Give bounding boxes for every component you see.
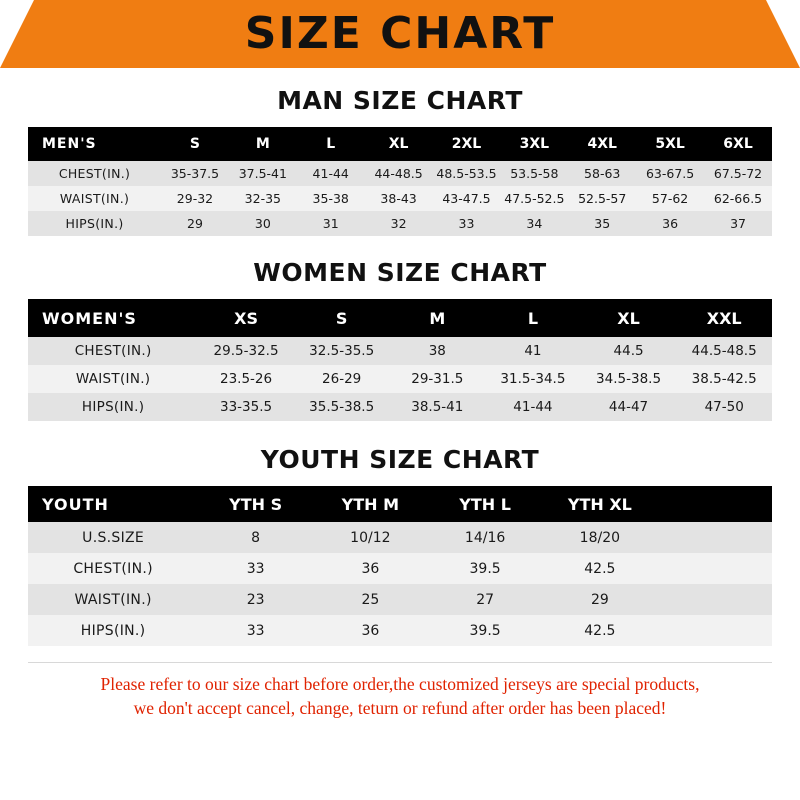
women-chest-xl: 44.5: [581, 337, 677, 365]
men-waist-s: 29-32: [161, 186, 229, 211]
men-header-6xl: 6XL: [704, 127, 772, 161]
women-waist-xl: 34.5-38.5: [581, 365, 677, 393]
men-waist-5xl: 57-62: [636, 186, 704, 211]
men-chest-3xl: 53.5-58: [500, 161, 568, 186]
women-header-s: S: [294, 299, 390, 337]
table-row: [28, 337, 772, 365]
men-waist-3xl: 47.5-52.5: [500, 186, 568, 211]
men-hips-3xl: 34: [500, 211, 568, 236]
women-header-m: M: [389, 299, 485, 337]
women-chest-xs: 29.5-32.5: [198, 337, 294, 365]
men-header-s: S: [161, 127, 229, 161]
men-header-5xl: 5XL: [636, 127, 704, 161]
men-waist-4xl: 52.5-57: [568, 186, 636, 211]
youth-ussize-m: 10/12: [313, 522, 428, 553]
women-waist-xxl: 38.5-42.5: [676, 365, 772, 393]
women-waist-l: 31.5-34.5: [485, 365, 581, 393]
youth-waist-s: 23: [198, 584, 313, 615]
table-row: [28, 393, 772, 421]
youth-header-spacer: [657, 486, 772, 522]
men-header-m: M: [229, 127, 297, 161]
men-hips-s: 29: [161, 211, 229, 236]
youth-row-ussize-label: U.S.SIZE: [28, 522, 198, 553]
men-hips-4xl: 35: [568, 211, 636, 236]
youth-header-m: YTH M: [313, 486, 428, 522]
men-size-table: [28, 127, 772, 236]
men-chest-l: 41-44: [297, 161, 365, 186]
table-row: [28, 161, 772, 186]
men-header-4xl: 4XL: [568, 127, 636, 161]
table-row: [28, 186, 772, 211]
women-chest-s: 32.5-35.5: [294, 337, 390, 365]
table-header-row: [28, 299, 772, 337]
youth-waist-xl: 29: [542, 584, 657, 615]
men-hips-xl: 32: [365, 211, 433, 236]
women-chest-l: 41: [485, 337, 581, 365]
women-header-xxl: XXL: [676, 299, 772, 337]
men-chest-m: 37.5-41: [229, 161, 297, 186]
footer-line-2: we don't accept cancel, change, teturn or refund after order has been placed!: [133, 697, 667, 718]
men-waist-m: 32-35: [229, 186, 297, 211]
youth-ussize-spacer: [657, 522, 772, 553]
page-title: SIZE CHART: [244, 8, 556, 59]
men-chest-6xl: 67.5-72: [704, 161, 772, 186]
men-waist-6xl: 62-66.5: [704, 186, 772, 211]
youth-chest-spacer: [657, 553, 772, 584]
content-area: [0, 86, 800, 720]
women-waist-m: 29-31.5: [389, 365, 485, 393]
women-row-chest-label: CHEST(IN.): [28, 337, 198, 365]
footer-disclaimer: [28, 662, 772, 720]
women-header-xs: XS: [198, 299, 294, 337]
women-hips-m: 38.5-41: [389, 393, 485, 421]
men-header-label: MEN'S: [28, 127, 161, 161]
women-waist-xs: 23.5-26: [198, 365, 294, 393]
men-header-xl: XL: [365, 127, 433, 161]
youth-chest-m: 36: [313, 553, 428, 584]
men-waist-l: 35-38: [297, 186, 365, 211]
women-row-hips-label: HIPS(IN.): [28, 393, 198, 421]
youth-hips-m: 36: [313, 615, 428, 646]
men-chest-4xl: 58-63: [568, 161, 636, 186]
men-hips-l: 31: [297, 211, 365, 236]
women-row-waist-label: WAIST(IN.): [28, 365, 198, 393]
youth-table-head: [28, 486, 772, 522]
table-row: [28, 553, 772, 584]
youth-row-chest-label: CHEST(IN.): [28, 553, 198, 584]
table-row: [28, 615, 772, 646]
men-hips-2xl: 33: [433, 211, 501, 236]
men-hips-6xl: 37: [704, 211, 772, 236]
youth-row-waist-label: WAIST(IN.): [28, 584, 198, 615]
women-header-xl: XL: [581, 299, 677, 337]
youth-section-title: YOUTH SIZE CHART: [260, 445, 540, 474]
women-header-label: WOMEN'S: [28, 299, 198, 337]
women-chest-xxl: 44.5-48.5: [676, 337, 772, 365]
table-row: [28, 584, 772, 615]
women-hips-xs: 33-35.5: [198, 393, 294, 421]
youth-hips-xl: 42.5: [542, 615, 657, 646]
youth-chest-l: 39.5: [428, 553, 543, 584]
header-banner: [0, 0, 800, 68]
men-chest-2xl: 48.5-53.5: [433, 161, 501, 186]
women-table-head: [28, 299, 772, 337]
table-row: [28, 365, 772, 393]
women-hips-s: 35.5-38.5: [294, 393, 390, 421]
men-row-chest-label: CHEST(IN.): [28, 161, 161, 186]
men-row-hips-label: HIPS(IN.): [28, 211, 161, 236]
youth-waist-spacer: [657, 584, 772, 615]
women-section-title: WOMEN SIZE CHART: [253, 258, 547, 287]
men-row-waist-label: WAIST(IN.): [28, 186, 161, 211]
men-chest-xl: 44-48.5: [365, 161, 433, 186]
women-size-table: [28, 299, 772, 421]
youth-hips-l: 39.5: [428, 615, 543, 646]
youth-waist-m: 25: [313, 584, 428, 615]
youth-ussize-s: 8: [198, 522, 313, 553]
table-row: [28, 522, 772, 553]
youth-hips-s: 33: [198, 615, 313, 646]
women-table-body: [28, 337, 772, 421]
youth-chest-s: 33: [198, 553, 313, 584]
women-hips-l: 41-44: [485, 393, 581, 421]
men-section-title: MAN SIZE CHART: [277, 86, 523, 115]
men-hips-5xl: 36: [636, 211, 704, 236]
youth-header-s: YTH S: [198, 486, 313, 522]
youth-row-hips-label: HIPS(IN.): [28, 615, 198, 646]
youth-chest-xl: 42.5: [542, 553, 657, 584]
men-waist-2xl: 43-47.5: [433, 186, 501, 211]
men-chest-s: 35-37.5: [161, 161, 229, 186]
youth-ussize-xl: 18/20: [542, 522, 657, 553]
youth-table-body: [28, 522, 772, 646]
men-waist-xl: 38-43: [365, 186, 433, 211]
youth-size-table: [28, 486, 772, 646]
men-header-3xl: 3XL: [500, 127, 568, 161]
men-header-2xl: 2XL: [433, 127, 501, 161]
women-hips-xxl: 47-50: [676, 393, 772, 421]
youth-waist-l: 27: [428, 584, 543, 615]
women-hips-xl: 44-47: [581, 393, 677, 421]
youth-header-xl: YTH XL: [542, 486, 657, 522]
table-row: [28, 211, 772, 236]
women-waist-s: 26-29: [294, 365, 390, 393]
men-header-l: L: [297, 127, 365, 161]
table-header-row: [28, 486, 772, 522]
footer-line-1: Please refer to our size chart before order,the customized jerseys are special products,: [100, 674, 700, 694]
women-header-l: L: [485, 299, 581, 337]
men-table-body: [28, 161, 772, 236]
women-chest-m: 38: [389, 337, 485, 365]
men-hips-m: 30: [229, 211, 297, 236]
men-chest-5xl: 63-67.5: [636, 161, 704, 186]
men-table-head: [28, 127, 772, 161]
youth-header-l: YTH L: [428, 486, 543, 522]
youth-hips-spacer: [657, 615, 772, 646]
youth-ussize-l: 14/16: [428, 522, 543, 553]
table-header-row: [28, 127, 772, 161]
youth-header-label: YOUTH: [28, 486, 198, 522]
